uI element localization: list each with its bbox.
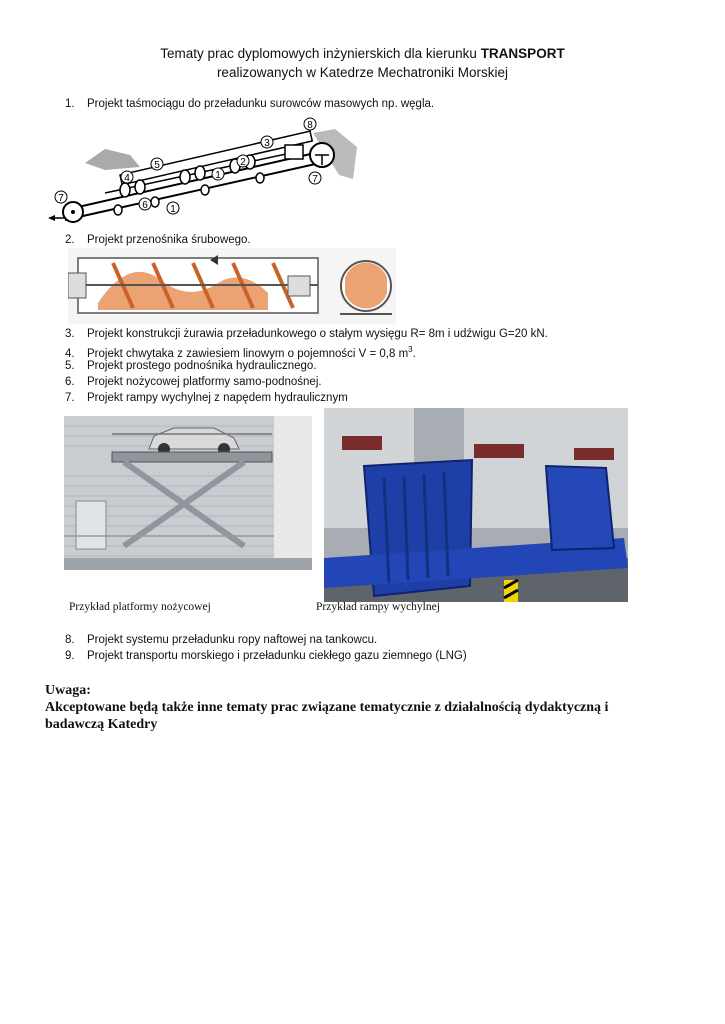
list-text: Projekt transportu morskiego i przeładunku ciekłego gazu ziemnego (LNG) (87, 650, 467, 662)
list-item-8 (65, 632, 377, 648)
conveyor-label: 7 (312, 174, 318, 185)
list-text: Projekt prostego podnośnika hydraulicznego. (87, 360, 317, 372)
caption-ramp: Przykład rampy wychylnej (316, 601, 440, 613)
list-text: Projekt konstrukcji żurawia przeładunkowego o stałym wysięgu R= 8m i udźwigu G=20 kN. (87, 328, 548, 340)
list-text: Projekt taśmociągu do przeładunku surowców masowych np. węgla. (87, 98, 435, 110)
list-number: 9. (65, 650, 75, 662)
document-title (0, 44, 725, 63)
list-number: 2. (65, 234, 75, 246)
list-text: Projekt przenośnika śrubowego. (87, 234, 251, 246)
title-line1-prefix: Tematy prac dyplomowych inżynierskich dla kierunku (160, 46, 481, 61)
caption-platform: Przykład platformy nożycowej (69, 601, 211, 613)
list-number: 7. (65, 392, 75, 404)
list-number: 5. (65, 360, 75, 372)
note-line2: badawczą Katedry (45, 717, 158, 732)
conveyor-label: 2 (240, 157, 246, 168)
list-number: 4. (65, 347, 75, 360)
conveyor-label: 3 (264, 138, 270, 149)
list-item-6 (65, 374, 322, 390)
conveyor-label: 1 (170, 204, 176, 215)
list-item-9 (65, 648, 467, 664)
superscript: 3 (408, 345, 413, 354)
list-text: Projekt chwytaka z zawiesiem linowym o pojemności V = 0,8 m (87, 347, 409, 360)
list-item-7 (65, 390, 348, 406)
scissor-platform-photo (64, 416, 312, 570)
conveyor-label: 6 (142, 200, 148, 211)
list-number: 1. (65, 98, 75, 110)
conveyor-label: 5 (154, 160, 160, 171)
list-item-2 (65, 232, 251, 248)
document-subtitle: realizowanych w Katedrze Mechatroniki Morskiej (216, 65, 509, 80)
list-number: 3. (65, 328, 75, 340)
conveyor-label: 1 (215, 170, 221, 181)
belt-conveyor-diagram (45, 115, 363, 225)
screw-conveyor-diagram (68, 248, 396, 324)
list-item-5 (65, 358, 317, 374)
list-text: Projekt systemu przeładunku ropy naftowej na tankowcu. (87, 634, 378, 646)
list-number: 6. (65, 376, 75, 388)
dock-ramp-photo (324, 408, 628, 602)
note-heading: Uwaga: (45, 683, 91, 698)
list-number: 8. (65, 634, 75, 646)
list-text-tail: . (412, 347, 416, 360)
note-line1: Akceptowane będą także inne tematy prac związane tematycznie z działalnością dydaktyczną i (45, 700, 609, 715)
conveyor-label: 7 (58, 193, 64, 204)
title-line1-bold: TRANSPORT (480, 46, 565, 61)
conveyor-label: 4 (124, 173, 130, 184)
list-text: Projekt rampy wychylnej z napędem hydraulicznym (87, 392, 348, 404)
list-item-3 (65, 326, 548, 342)
conveyor-label: 8 (307, 120, 313, 131)
list-text: Projekt nożycowej platformy samo-podnośnej. (87, 376, 322, 388)
list-item-1 (65, 96, 434, 112)
